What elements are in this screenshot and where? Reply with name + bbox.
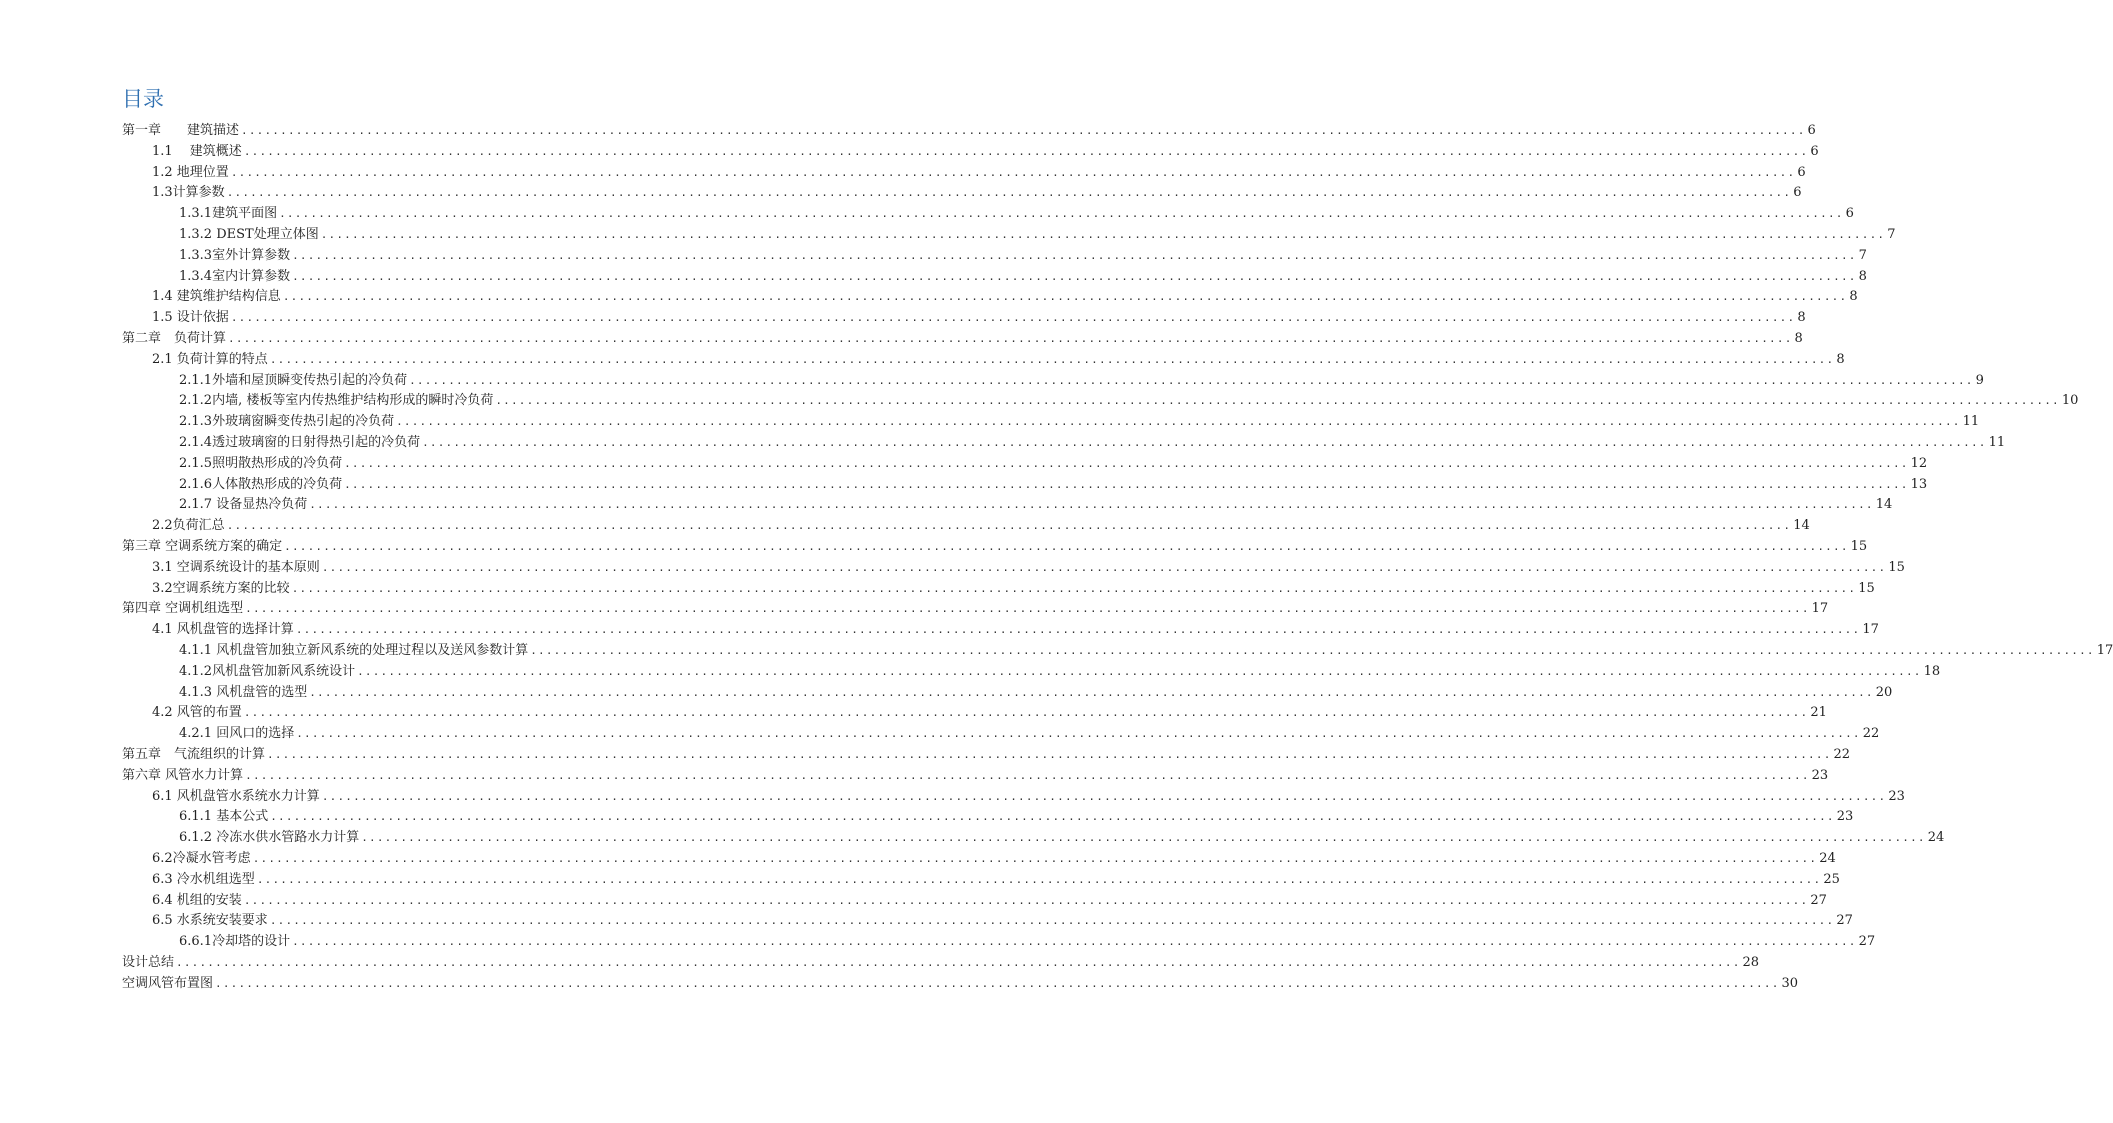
toc-entry-page: 6 [1810,143,1819,159]
toc-leader-dots: ........................................................................................................................................................................................................ [292,269,1857,283]
toc-entry-label: 第五章 气流组织的计算 [122,747,266,762]
toc-entry[interactable] [122,951,1760,971]
toc-entry[interactable] [152,868,1840,888]
toc-entry-label: 6.1.2 冷冻水供水管路水力计算 [179,830,360,846]
toc-entry-page: 27 [1858,934,1876,950]
toc-leader-dots: ........................................................................................................................................................................................................ [409,373,1974,387]
toc-entry[interactable] [179,202,1854,222]
toc-entry-page: 17 [1862,622,1879,638]
toc-entry[interactable] [152,348,1845,368]
toc-entry-page: 15 [1858,580,1875,596]
toc-entry-label: 第三章 空调系统方案的确定 [122,539,283,554]
toc-entry-label: 4.2.1 回风口的选择 [179,726,295,742]
toc-entry[interactable] [179,930,1876,950]
toc-leader-dots: ........................................................................................................................................................................................................ [241,124,1806,137]
toc-entry-page: 22 [1833,747,1851,762]
toc-leader-dots: ........................................................................................................................................................................................................ [270,810,1835,824]
toc-entry[interactable] [179,452,1928,472]
toc-entry[interactable] [179,389,2079,409]
toc-entry-page: 10 [2061,393,2079,409]
toc-leader-dots: ........................................................................................................................................................................................................ [245,602,1810,616]
toc-leader-dots: ........................................................................................................................................................................................................ [530,644,2095,657]
toc-entry[interactable] [179,431,2006,451]
toc-leader-dots: ........................................................................................................................................................................................................ [422,436,1987,449]
toc-entry-label: 1.4 建筑维护结构信息 [152,289,281,305]
toc-entry[interactable] [179,639,2113,659]
toc-entry-page: 14 [1793,518,1810,534]
toc-entry[interactable] [179,410,1980,430]
toc-leader-dots: ........................................................................................................................................................................................................ [256,872,1822,886]
toc-entry[interactable] [152,889,1827,909]
toc-entry[interactable] [179,805,1854,825]
toc-entry-label: 6.4 机组的安装 [152,892,242,908]
toc-leader-dots: ........................................................................................................................................................................................................ [226,519,1792,533]
toc-entry[interactable] [152,306,1806,326]
toc-entry-label: 1.3.4室内计算参数 [179,268,291,284]
toc-entry-page: 12 [1910,455,1928,471]
toc-leader-dots: ........................................................................................................................................................................................................ [309,498,1874,512]
toc-entry-label: 第四章 空调机组选型 [122,601,244,617]
toc-leader-dots: ........................................................................................................................................................................................................ [344,456,1909,470]
toc-entry[interactable] [122,119,1816,139]
toc-entry[interactable] [122,764,1829,784]
toc-entry-label: 2.1.2内墙, 楼板等室内传热维护结构形成的瞬时冷负荷 [179,393,494,409]
toc-leader-dots: ........................................................................................................................................................................................................ [292,935,1857,949]
toc-entry-label: 4.2 风管的布置 [152,705,242,721]
toc-entry[interactable] [152,618,1879,638]
toc-entry-label: 1.3计算参数 [152,185,225,201]
toc-entry-label: 6.1 风机盘管水系统水力计算 [152,788,320,804]
toc-entry-page: 28 [1742,955,1760,970]
toc-leader-dots: ........................................................................................................................................................................................................ [495,394,2060,408]
toc-leader-dots: ........................................................................................................................................................................................................ [228,332,1793,345]
toc-entry-page: 11 [1988,435,2006,450]
toc-entry[interactable] [152,556,1905,576]
toc-leader-dots: ........................................................................................................................................................................................................ [291,581,1857,595]
toc-entry-page: 6 [1807,123,1816,138]
toc-entry[interactable] [122,597,1829,617]
toc-entry-page: 6 [1797,164,1806,180]
toc-entry-label: 1.5 设计依据 [152,310,229,326]
toc-entry[interactable] [152,161,1806,181]
toc-entry-label: 2.1.4透过玻璃窗的日射得热引起的冷负荷 [179,435,421,450]
toc-entry-page: 6 [1845,206,1854,222]
toc-entry-label: 3.1 空调系统设计的基本原则 [152,559,320,575]
toc-entry-page: 21 [1810,705,1827,721]
toc-leader-dots: ........................................................................................................................................................................................................ [215,976,1780,990]
toc-entry[interactable] [179,244,1867,264]
toc-entry[interactable] [122,972,1799,992]
toc-entry-label: 1.1 建筑概述 [152,143,242,159]
toc-entry[interactable] [179,223,1896,243]
toc-entry-label: 4.1.2风机盘管加新风系统设计 [179,663,356,679]
toc-entry[interactable] [179,660,1941,680]
toc-entry[interactable] [179,826,1945,846]
toc-entry-page: 15 [1850,539,1868,554]
toc-entry-page: 23 [1836,809,1854,825]
toc-entry-page: 22 [1862,726,1880,742]
toc-entry[interactable] [152,701,1827,721]
toc-entry[interactable] [152,181,1802,201]
toc-leader-dots: ........................................................................................................................................................................................................ [321,789,1887,803]
toc-entry-label: 2.1.1外墙和屋顶瞬变传热引起的冷负荷 [179,372,408,388]
toc-entry-page: 24 [1927,830,1945,846]
toc-entry-label: 2.1.3外玻璃窗瞬变传热引起的冷负荷 [179,414,395,430]
toc-leader-dots: ........................................................................................................................................................................................................ [295,623,1861,637]
toc-entry-page: 11 [1962,414,1980,430]
toc-entry-label: 6.1.1 基本公式 [179,809,269,825]
toc-entry-page: 17 [1811,601,1829,617]
toc-entry-label: 2.2负荷汇总 [152,518,225,534]
toc-entry[interactable] [152,577,1875,597]
toc-entry-label: 6.5 水系统安装要求 [152,913,268,929]
toc-entry-page: 27 [1836,913,1853,929]
toc-leader-dots: ........................................................................................................................................................................................................ [230,311,1796,325]
toc-entry-label: 第一章 建筑描述 [122,123,240,138]
toc-leader-dots: ........................................................................................................................................................................................................ [243,893,1809,907]
toc-entry-page: 27 [1810,892,1827,908]
toc-entry-page: 8 [1794,331,1803,346]
toc-entry[interactable] [152,140,1819,160]
toc-entry-label: 4.1 风机盘管的选择计算 [152,622,294,638]
toc-entry-label: 4.1.3 风机盘管的选型 [179,684,308,700]
toc-entry-label: 1.3.3室外计算参数 [179,247,291,263]
toc-leader-dots: ........................................................................................................................................................................................................ [243,144,1809,158]
toc-leader-dots: ........................................................................................................................................................................................................ [357,664,1922,678]
toc-entry-page: 25 [1823,871,1840,887]
toc-entry-page: 8 [1849,289,1858,305]
toc-leader-dots: ........................................................................................................................................................................................................ [176,956,1741,969]
toc-entry-page: 8 [1858,268,1867,284]
toc-entry-page: 17 [2096,643,2113,658]
toc-entry-page: 7 [1858,247,1867,263]
toc-entry-label: 2.1 负荷计算的特点 [152,351,268,367]
toc-entry-label: 6.2冷凝水管考虑 [152,851,251,866]
toc-entry[interactable] [152,847,1836,867]
toc-leader-dots: ........................................................................................................................................................................................................ [321,560,1887,574]
toc-leader-dots: ........................................................................................................................................................................................................ [296,727,1861,741]
toc-entry-page: 24 [1819,851,1836,866]
toc-entry-label: 空调风管布置图 [122,975,214,991]
toc-entry-label: 1.2 地理位置 [152,164,229,180]
toc-entry[interactable] [152,909,1853,929]
toc-entry-label: 1.3.2 DEST处理立体图 [179,227,319,242]
toc-entry-label: 2.1.5照明散热形成的冷负荷 [179,455,343,471]
toc-entry-label: 设计总结 [122,955,175,970]
toc-entry[interactable] [179,722,1880,742]
toc-entry[interactable] [179,265,1867,285]
toc-entry-page: 8 [1797,310,1806,326]
toc-entry-label: 第二章 负荷计算 [122,331,227,346]
toc-leader-dots: ........................................................................................................................................................................................................ [361,831,1926,845]
toc-entry[interactable] [152,785,1905,805]
toc-leader-dots: ........................................................................................................................................................................................................ [396,415,1961,429]
toc-entry-page: 7 [1887,227,1896,242]
toc-entry-label: 2.1.7 设备显热冷负荷 [179,497,308,513]
toc-leader-dots: ........................................................................................................................................................................................................ [284,540,1849,553]
toc-entry[interactable] [152,285,1858,305]
toc-entry-page: 15 [1888,559,1905,575]
toc-entry-page: 9 [1975,372,1984,388]
toc-entry-page: 23 [1888,788,1905,804]
toc-leader-dots: ........................................................................................................................................................................................................ [279,207,1844,221]
toc-leader-dots: ........................................................................................................................................................................................................ [226,186,1792,200]
toc-leader-dots: ........................................................................................................................................................................................................ [269,352,1835,366]
toc-entry-page: 18 [1923,663,1941,679]
toc-entry[interactable] [122,535,1868,555]
toc-leader-dots: ........................................................................................................................................................................................................ [292,248,1857,262]
toc-leader-dots: ........................................................................................................................................................................................................ [243,706,1809,720]
toc-entry-page: 30 [1781,975,1799,991]
toc-entry-label: 6.6.1冷却塔的设计 [179,934,291,950]
toc-leader-dots: ........................................................................................................................................................................................................ [309,685,1874,699]
toc-entry[interactable] [152,514,1810,534]
toc-entry[interactable] [179,473,1928,493]
toc-entry[interactable] [122,327,1803,347]
toc-leader-dots: ........................................................................................................................................................................................................ [269,914,1835,928]
toc-entry[interactable] [179,681,1893,701]
toc-entry-label: 3.2空调系统方案的比较 [152,580,290,596]
toc-entry[interactable] [179,493,1893,513]
toc-leader-dots: ........................................................................................................................................................................................................ [344,477,1909,491]
toc-heading: 目录 [122,87,164,111]
toc-entry-label: 2.1.6人体散热形成的冷负荷 [179,476,343,492]
toc-entry-page: 23 [1811,767,1829,783]
toc-entry-page: 8 [1836,351,1845,367]
toc-leader-dots: ........................................................................................................................................................................................................ [252,852,1818,865]
toc-entry-page: 20 [1875,684,1893,700]
toc-entry-label: 6.3 冷水机组选型 [152,871,255,887]
toc-leader-dots: ........................................................................................................................................................................................................ [245,768,1810,782]
toc-entry-page: 14 [1875,497,1893,513]
toc-entry-label: 1.3.1建筑平面图 [179,206,278,222]
toc-leader-dots: ........................................................................................................................................................................................................ [267,748,1832,761]
toc-entry[interactable] [122,743,1851,763]
toc-entry-label: 第六章 风管水力计算 [122,767,244,783]
toc-leader-dots: ........................................................................................................................................................................................................ [282,290,1848,304]
toc-entry-page: 13 [1910,476,1928,492]
toc-entry-page: 6 [1793,185,1802,201]
toc-leader-dots: ........................................................................................................................................................................................................ [320,228,1886,241]
toc-entry[interactable] [179,369,1984,389]
toc-entry-label: 4.1.1 风机盘管加独立新风系统的处理过程以及送风参数计算 [179,643,529,658]
toc-leader-dots: ........................................................................................................................................................................................................ [230,165,1796,179]
